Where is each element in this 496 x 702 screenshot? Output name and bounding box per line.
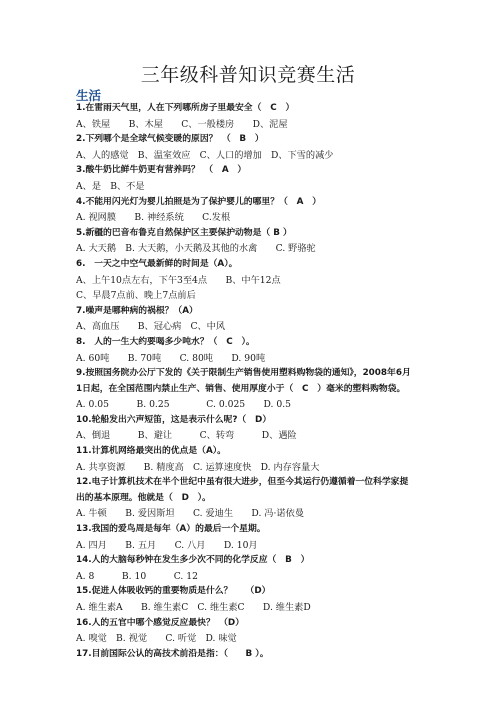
options-line: A. 视网膜 B. 神经系统 C.发根: [76, 212, 231, 224]
question-line: 1日起，在全国范围内禁止生产、销售、使用厚度小于（ C ）毫米的塑料购物袋。: [76, 383, 406, 394]
question-line: 1.在雷雨天气里，人在下列哪所房子里最安全（ C ）: [76, 103, 295, 113]
question-line: 13.我国的爱鸟周是每年（A）的最后一个星期。: [76, 524, 266, 535]
question-line: 5.新疆的巴音布鲁克自然保护区主要保护动物是（ B ）: [76, 227, 292, 238]
question-line: 16.人的五官中哪个感觉反应最快？ （D）: [76, 617, 245, 628]
options-line: A、铁屋 B、木屋 C、一般楼房 D、泥屋: [76, 118, 288, 130]
question-line: 12.电子计算机技术在半个世纪中虽有很大进步，但至今其运行仍遵循着一位科学家提: [76, 477, 409, 488]
document-title: 三年级科普知识竞赛生活: [140, 64, 356, 86]
options-line: A、人的感觉 B、温室效应 C、人口的增加 D、下雪的减少: [76, 149, 334, 161]
question-line: 8. 人的一生大约要喝多少吨水？（ C ）。: [76, 336, 255, 347]
question-line: 7.噪声是哪种病的祸根？（A）: [76, 305, 198, 316]
question-line: 4.不能用闪光灯为婴儿拍照是为了保护婴儿的哪里？（ A ）: [76, 196, 321, 207]
options-line: A、倒退 B、避让 C、转弯 D、遇险: [76, 430, 297, 442]
question-line: 14.人的大脑每秒钟在发生多少次不同的化学反应（ B ）: [76, 555, 310, 566]
options-line: A. 牛顿 B. 爱因斯坦 C. 爱迪生 D. 冯·诺依曼: [76, 508, 304, 520]
options-line: C、早晨7点前、晚上7点前后: [76, 290, 196, 302]
question-list: [76, 101, 436, 662]
options-line: A. 60吨 B. 70吨 C. 80吨 D. 90吨: [76, 352, 266, 364]
section-heading: 生活: [76, 88, 102, 103]
options-line: A. 嗅觉 B. 视觉 C. 听觉 D. 味觉: [76, 633, 237, 645]
options-line: A、上午10点左右，下午3至4点 B、中午12点: [76, 274, 281, 286]
question-line: 11.计算机网络最突出的优点是（A）。: [76, 446, 226, 457]
options-line: A、高血压 B、冠心病 C、中风: [76, 321, 226, 333]
options-line: A. 共享资源 B. 精度高 C. 运算速度快 D. 内存容量大: [76, 461, 320, 473]
options-line: A、是 B、不是: [76, 180, 145, 192]
question-line: 6. 一天之中空气最新鲜的时间是（A）。: [76, 258, 238, 269]
question-line: 15.促进人体吸收钙的重要物质是什么？ （D）: [76, 586, 271, 597]
question-line: 17.目前国际公认的高技术前沿是指：（ B ）。: [76, 648, 269, 659]
options-line: A. 8 B. 10 C. 12: [76, 570, 198, 582]
options-line: A. 维生素A B. 维生素C C. 维生素C D. 维生素D: [76, 602, 311, 613]
question-line: 2.下列哪个是全球气候变暖的原因？ （ B ）: [76, 134, 264, 145]
question-line: 3.酸牛奶比鲜牛奶更有营养吗？ （ A ）: [76, 165, 247, 176]
question-line: 出的基本原理。他就是（ D ）。: [76, 492, 211, 503]
options-line: A. 四月 B. 五月 C. 八月 D. 10月: [76, 539, 258, 551]
options-line: A. 大天鹅 B. 大天鹅，小天鹅及其他的水禽 C. 野骆驼: [76, 243, 316, 255]
question-line: 10.轮船发出六声短笛，这是表示什么呢?（ D）: [76, 414, 272, 425]
options-line: A. 0.05 B. 0.25 C. 0.025 D. 0.5: [76, 399, 292, 411]
question-line: 9.按照国务院办公厅下发的《关于限制生产销售使用塑料购物袋的通知》，2008年6月: [76, 368, 411, 379]
